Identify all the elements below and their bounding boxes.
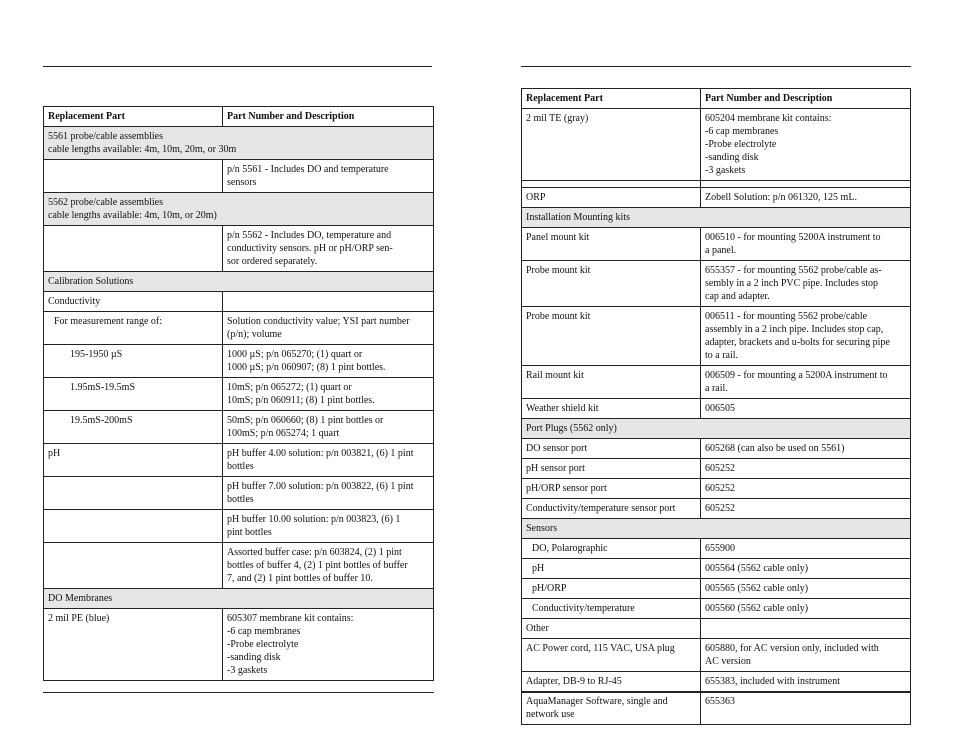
table-row bbox=[522, 181, 911, 188]
section-label: 5562 probe/cable assemblies cable lengths available: 4m, 10m, or 20m) bbox=[44, 193, 434, 226]
table-row bbox=[522, 439, 911, 459]
part-description-cell: 006509 - for mounting a 5200A instrument to a rail. bbox=[701, 366, 911, 399]
part-description-cell: 005564 (5562 cable only) bbox=[701, 559, 911, 579]
table-row bbox=[44, 444, 434, 477]
part-name-cell: For measurement range of: bbox=[44, 312, 223, 345]
part-name-cell bbox=[44, 160, 223, 193]
part-name-cell bbox=[44, 510, 223, 543]
part-description-cell: Part Number and Description bbox=[701, 89, 911, 109]
part-description-cell: 605252 bbox=[701, 459, 911, 479]
part-description-cell: pH buffer 7.00 solution: p/n 003822, (6) 1 pint bottles bbox=[223, 477, 434, 510]
section-row bbox=[44, 589, 434, 609]
part-name-cell: pH/ORP bbox=[522, 579, 701, 599]
part-description-cell bbox=[223, 292, 434, 312]
part-description-cell: 655383, included with instrument bbox=[701, 672, 911, 692]
part-description-cell: 605880, for AC version only, included with AC version bbox=[701, 639, 911, 672]
part-description-cell: 005565 (5562 cable only) bbox=[701, 579, 911, 599]
section-row bbox=[522, 519, 911, 539]
part-name-cell bbox=[44, 226, 223, 272]
table-row bbox=[522, 619, 911, 639]
table-row bbox=[522, 459, 911, 479]
right-top-rule bbox=[521, 66, 911, 67]
part-description-cell: p/n 5562 - Includes DO, temperature and conductivity sensors. pH or pH/ORP sen- sor ordered separately. bbox=[223, 226, 434, 272]
part-name-cell: pH/ORP sensor port bbox=[522, 479, 701, 499]
section-label: DO Membranes bbox=[44, 589, 434, 609]
part-name-cell: Rail mount kit bbox=[522, 366, 701, 399]
part-name-cell bbox=[522, 181, 701, 188]
table-row bbox=[522, 499, 911, 519]
table-row bbox=[522, 399, 911, 419]
part-description-cell: 1000 µS; p/n 065270; (1) quart or 1000 µS; p/n 060907; (8) 1 pint bottles. bbox=[223, 345, 434, 378]
part-name-cell: 19.5mS-200mS bbox=[44, 411, 223, 444]
part-description-cell: 006511 - for mounting 5562 probe/cable assembly in a 2 inch pipe. Includes stop cap, adapter, brackets and u-bolts for securing pipe to a rail. bbox=[701, 307, 911, 366]
part-description-cell: 005560 (5562 cable only) bbox=[701, 599, 911, 619]
part-description-cell: 655357 - for mounting 5562 probe/cable as- sembly in a 2 inch PVC pipe. Includes stop cap and adapter. bbox=[701, 261, 911, 307]
section-label: Port Plugs (5562 only) bbox=[522, 419, 911, 439]
section-row bbox=[44, 272, 434, 292]
table-row bbox=[522, 228, 911, 261]
table-row bbox=[522, 672, 911, 692]
table-row bbox=[522, 188, 911, 208]
part-name-cell: DO, Polarographic bbox=[522, 539, 701, 559]
part-name-cell: pH bbox=[522, 559, 701, 579]
section-row bbox=[44, 127, 434, 160]
part-description-cell: 006510 - for mounting 5200A instrument to a panel. bbox=[701, 228, 911, 261]
part-name-cell: pH bbox=[44, 444, 223, 477]
section-row bbox=[522, 208, 911, 228]
table-row bbox=[522, 599, 911, 619]
table-row bbox=[44, 411, 434, 444]
section-label: Sensors bbox=[522, 519, 911, 539]
part-description-cell: 605307 membrane kit contains: -6 cap membranes -Probe electrolyte -sanding disk -3 gaskets bbox=[223, 609, 434, 681]
part-name-cell: Replacement Part bbox=[522, 89, 701, 109]
table-row bbox=[522, 539, 911, 559]
part-name-cell: Conductivity/temperature bbox=[522, 599, 701, 619]
part-description-cell bbox=[701, 181, 911, 188]
part-description-cell: 10mS; p/n 065272; (1) quart or 10mS; p/n 060911; (8) 1 pint bottles. bbox=[223, 378, 434, 411]
table-row bbox=[44, 609, 434, 681]
table-row bbox=[44, 543, 434, 589]
table-row bbox=[44, 160, 434, 193]
section-row bbox=[522, 419, 911, 439]
part-description-cell: p/n 5561 - Includes DO and temperature sensors bbox=[223, 160, 434, 193]
part-name-cell bbox=[44, 477, 223, 510]
part-description-cell: 605204 membrane kit contains: -6 cap membranes -Probe electrolyte -sanding disk -3 gaskets bbox=[701, 109, 911, 181]
section-label: Installation Mounting kits bbox=[522, 208, 911, 228]
table-row bbox=[44, 510, 434, 543]
section-label: Calibration Solutions bbox=[44, 272, 434, 292]
section-label: 5561 probe/cable assemblies cable lengths available: 4m, 10m, 20m, or 30m bbox=[44, 127, 434, 160]
table-header-row bbox=[44, 107, 434, 127]
left-top-rule bbox=[43, 66, 432, 67]
part-name-cell: Conductivity bbox=[44, 292, 223, 312]
table-header-row bbox=[522, 89, 911, 109]
table-row bbox=[44, 378, 434, 411]
section-row bbox=[44, 193, 434, 226]
part-description-cell: 605268 (can also be used on 5561) bbox=[701, 439, 911, 459]
table-row bbox=[522, 109, 911, 181]
table-row bbox=[522, 261, 911, 307]
table-row bbox=[44, 477, 434, 510]
part-name-cell: 2 mil PE (blue) bbox=[44, 609, 223, 681]
part-description-cell: Part Number and Description bbox=[223, 107, 434, 127]
part-name-cell bbox=[44, 543, 223, 589]
table-row bbox=[522, 307, 911, 366]
left-parts-table bbox=[43, 106, 434, 681]
part-description-cell: 605252 bbox=[701, 499, 911, 519]
table-row bbox=[522, 639, 911, 672]
part-name-cell: 195-1950 µS bbox=[44, 345, 223, 378]
table-row bbox=[44, 292, 434, 312]
part-name-cell: Replacement Part bbox=[44, 107, 223, 127]
table-row bbox=[44, 226, 434, 272]
part-description-cell: pH buffer 4.00 solution: p/n 003821, (6) 1 pint bottles bbox=[223, 444, 434, 477]
table-row bbox=[44, 312, 434, 345]
part-name-cell: 1.95mS-19.5mS bbox=[44, 378, 223, 411]
part-name-cell: Other bbox=[522, 619, 701, 639]
part-description-cell: 655900 bbox=[701, 539, 911, 559]
part-name-cell: AC Power cord, 115 VAC, USA plug bbox=[522, 639, 701, 672]
part-name-cell: pH sensor port bbox=[522, 459, 701, 479]
table-row bbox=[522, 366, 911, 399]
part-description-cell: 006505 bbox=[701, 399, 911, 419]
table-row bbox=[522, 692, 911, 725]
part-name-cell: Probe mount kit bbox=[522, 307, 701, 366]
part-name-cell: 2 mil TE (gray) bbox=[522, 109, 701, 181]
left-bottom-rule bbox=[43, 692, 434, 693]
part-name-cell: AquaManager Software, single and network use bbox=[522, 692, 701, 725]
part-description-cell: pH buffer 10.00 solution: p/n 003823, (6) 1 pint bottles bbox=[223, 510, 434, 543]
part-description-cell: 50mS; p/n 060660; (8) 1 pint bottles or 100mS; p/n 065274; 1 quart bbox=[223, 411, 434, 444]
part-name-cell: Panel mount kit bbox=[522, 228, 701, 261]
part-name-cell: ORP bbox=[522, 188, 701, 208]
part-name-cell: Adapter, DB-9 to RJ-45 bbox=[522, 672, 701, 692]
right-parts-table bbox=[521, 88, 911, 725]
table-row bbox=[522, 559, 911, 579]
part-description-cell: Solution conductivity value; YSI part number (p/n); volume bbox=[223, 312, 434, 345]
part-description-cell: 655363 bbox=[701, 692, 911, 725]
part-description-cell: Assorted buffer case: p/n 603824, (2) 1 pint bottles of buffer 4, (2) 1 pint bottles of buffer 7, and (2) 1 pint bottles of buffer 10. bbox=[223, 543, 434, 589]
part-description-cell: Zobell Solution: p/n 061320, 125 mL. bbox=[701, 188, 911, 208]
part-name-cell: DO sensor port bbox=[522, 439, 701, 459]
table-row bbox=[44, 345, 434, 378]
part-description-cell bbox=[701, 619, 911, 639]
part-name-cell: Conductivity/temperature sensor port bbox=[522, 499, 701, 519]
table-row bbox=[522, 479, 911, 499]
part-name-cell: Weather shield kit bbox=[522, 399, 701, 419]
table-row bbox=[522, 579, 911, 599]
part-name-cell: Probe mount kit bbox=[522, 261, 701, 307]
part-description-cell: 605252 bbox=[701, 479, 911, 499]
